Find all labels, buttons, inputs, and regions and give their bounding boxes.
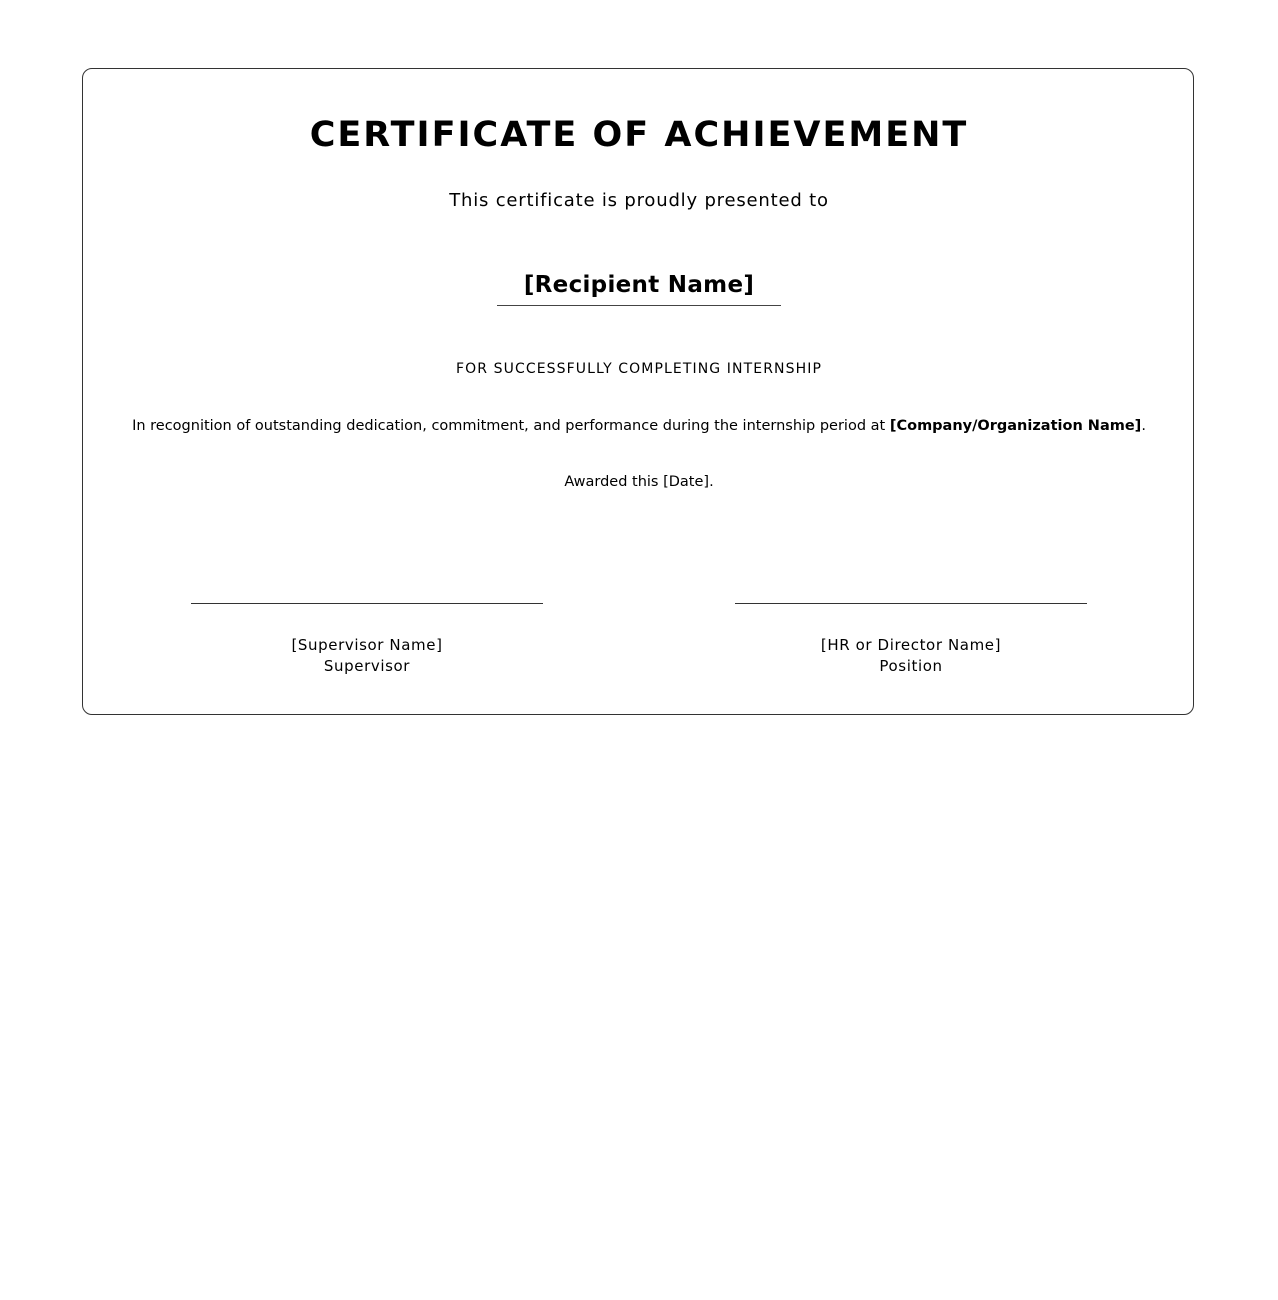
director-signature-line bbox=[735, 603, 1087, 604]
recipient-name: [Recipient Name] bbox=[497, 270, 781, 306]
awarded-date-text: Awarded this [Date]. bbox=[564, 474, 714, 490]
recognition-text: In recognition of outstanding dedication, commitment, and performance during the internship period at bbox=[132, 418, 890, 434]
director-name: [HR or Director Name] bbox=[820, 636, 1002, 654]
certificate-frame bbox=[82, 68, 1194, 715]
presented-to-text: This certificate is proudly presented to bbox=[449, 190, 829, 211]
certificate-title: CERTIFICATE OF ACHIEVEMENT bbox=[309, 115, 969, 155]
recognition-end: . bbox=[1141, 418, 1146, 434]
supervisor-signature-block bbox=[191, 635, 543, 677]
recognition-paragraph bbox=[0, 416, 1278, 436]
director-title: Position bbox=[879, 657, 943, 675]
achievement-reason: FOR SUCCESSFULLY COMPLETING INTERNSHIP bbox=[456, 361, 822, 377]
supervisor-title: Supervisor bbox=[323, 657, 411, 675]
organization-name: [Company/Organization Name] bbox=[889, 418, 1142, 434]
supervisor-name: [Supervisor Name] bbox=[291, 636, 443, 654]
director-signature-block bbox=[735, 635, 1087, 677]
supervisor-signature-line bbox=[191, 603, 543, 604]
